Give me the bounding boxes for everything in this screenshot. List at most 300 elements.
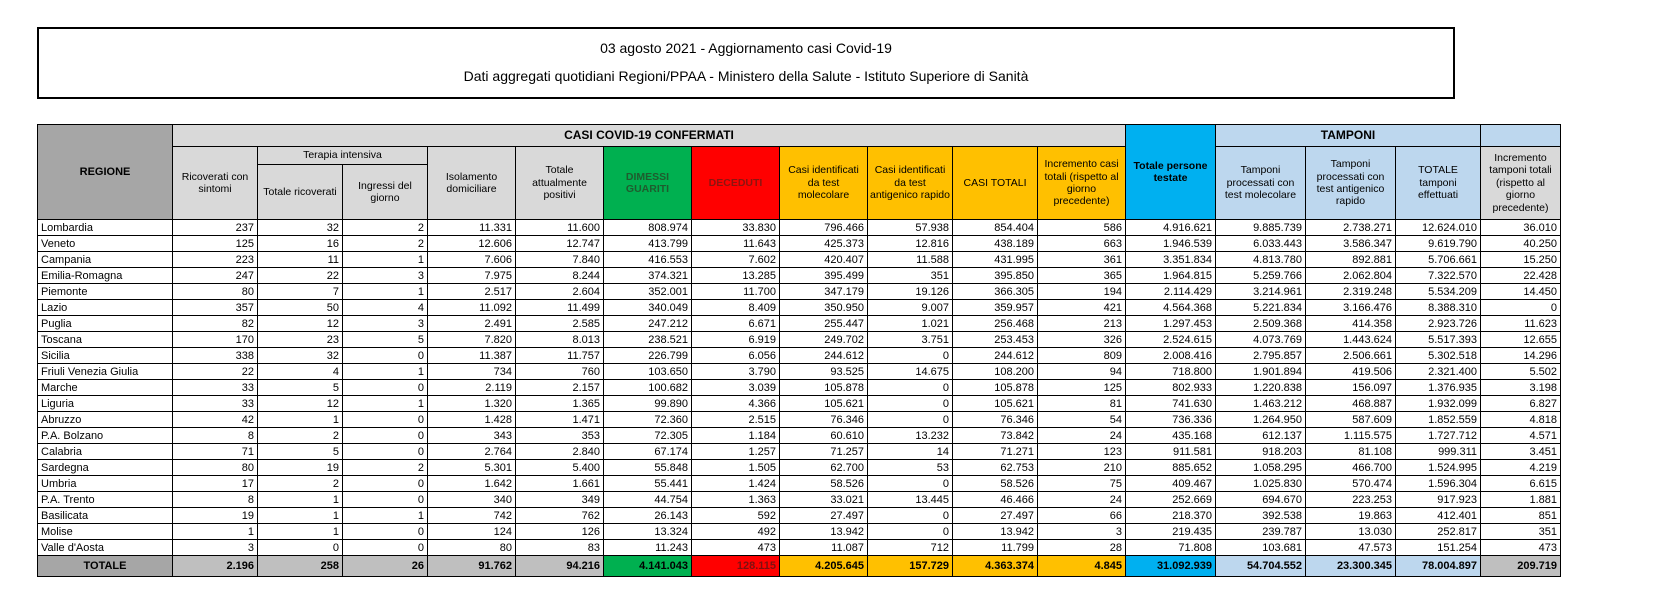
value-cell: 2	[343, 220, 428, 236]
value-cell: 2	[343, 460, 428, 476]
value-cell: 0	[258, 540, 343, 556]
value-cell: 5	[258, 380, 343, 396]
value-cell: 256.468	[953, 316, 1038, 332]
value-cell: 4.073.769	[1216, 332, 1306, 348]
value-cell: 2	[343, 236, 428, 252]
value-cell: 226.799	[604, 348, 692, 364]
value-cell: 54.704.552	[1216, 556, 1306, 577]
value-cell: 55.848	[604, 460, 692, 476]
value-cell: 5	[343, 332, 428, 348]
value-cell: 81	[1038, 396, 1126, 412]
value-cell: 592	[692, 508, 780, 524]
value-cell: 2.319.248	[1306, 284, 1396, 300]
value-cell: 105.878	[780, 380, 868, 396]
value-cell: 23	[258, 332, 343, 348]
table-row	[38, 252, 1561, 268]
value-cell: 33.021	[780, 492, 868, 508]
value-cell: 11.799	[953, 540, 1038, 556]
value-cell: 0	[343, 476, 428, 492]
value-cell: 1.727.712	[1396, 428, 1481, 444]
value-cell: 50	[258, 300, 343, 316]
value-cell: 11.243	[604, 540, 692, 556]
header-incremento-tamponi-totali: Incremento tamponi totali (rispetto al giorno precedente)	[1481, 147, 1561, 220]
value-cell: 71.808	[1126, 540, 1216, 556]
value-cell: 8.388.310	[1396, 300, 1481, 316]
value-cell: 612.137	[1216, 428, 1306, 444]
value-cell: 1.932.099	[1396, 396, 1481, 412]
region-cell: Campania	[38, 252, 173, 268]
header-regione: REGIONE	[38, 125, 173, 220]
value-cell: 359.957	[953, 300, 1038, 316]
value-cell: 338	[173, 348, 258, 364]
table-row	[38, 364, 1561, 380]
header-spacer-cell	[1481, 125, 1561, 147]
value-cell: 8.013	[516, 332, 604, 348]
value-cell: 352.001	[604, 284, 692, 300]
table-row	[38, 428, 1561, 444]
value-cell: 1	[258, 508, 343, 524]
value-cell: 1.852.559	[1396, 412, 1481, 428]
header-incremento-casi-totali: Incremento casi totali (rispetto al giorno precedente)	[1038, 147, 1126, 220]
value-cell: 802.933	[1126, 380, 1216, 396]
table-row	[38, 444, 1561, 460]
value-cell: 361	[1038, 252, 1126, 268]
value-cell: 492	[692, 524, 780, 540]
value-cell: 854.404	[953, 220, 1038, 236]
value-cell: 7.602	[692, 252, 780, 268]
value-cell: 2.509.368	[1216, 316, 1306, 332]
value-cell: 170	[173, 332, 258, 348]
value-cell: 0	[343, 412, 428, 428]
value-cell: 237	[173, 220, 258, 236]
value-cell: 244.612	[953, 348, 1038, 364]
title-box	[37, 27, 1455, 99]
value-cell: 32	[258, 220, 343, 236]
value-cell: 351	[868, 268, 953, 284]
value-cell: 0	[868, 524, 953, 540]
value-cell: 7.322.570	[1396, 268, 1481, 284]
value-cell: 194	[1038, 284, 1126, 300]
value-cell: 67.174	[604, 444, 692, 460]
value-cell: 11.588	[868, 252, 953, 268]
value-cell: 103.650	[604, 364, 692, 380]
value-cell: 14.450	[1481, 284, 1561, 300]
value-cell: 76.346	[953, 412, 1038, 428]
value-cell: 72.305	[604, 428, 692, 444]
value-cell: 252.817	[1396, 524, 1481, 540]
value-cell: 4.366	[692, 396, 780, 412]
value-cell: 2.923.726	[1396, 316, 1481, 332]
value-cell: 570.474	[1306, 476, 1396, 492]
value-cell: 14.296	[1481, 348, 1561, 364]
value-cell: 1	[258, 492, 343, 508]
header-casi-totali: CASI TOTALI	[953, 147, 1038, 220]
value-cell: 1	[258, 412, 343, 428]
header-tamponi-antigenico: Tamponi processati con test antigenico rapido	[1306, 147, 1396, 220]
value-cell: 6.671	[692, 316, 780, 332]
value-cell: 1	[343, 252, 428, 268]
value-cell: 3.790	[692, 364, 780, 380]
value-cell: 1.025.830	[1216, 476, 1306, 492]
value-cell: 128.115	[692, 556, 780, 577]
value-cell: 3.351.834	[1126, 252, 1216, 268]
value-cell: 1.021	[868, 316, 953, 332]
value-cell: 0	[343, 348, 428, 364]
value-cell: 438.189	[953, 236, 1038, 252]
value-cell: 1.661	[516, 476, 604, 492]
value-cell: 72.360	[604, 412, 692, 428]
table-row	[38, 316, 1561, 332]
value-cell: 3	[1038, 524, 1126, 540]
value-cell: 6.827	[1481, 396, 1561, 412]
value-cell: 13.942	[780, 524, 868, 540]
value-cell: 734	[428, 364, 516, 380]
value-cell: 2.119	[428, 380, 516, 396]
value-cell: 24	[1038, 428, 1126, 444]
value-cell: 7.975	[428, 268, 516, 284]
value-cell: 13.942	[953, 524, 1038, 540]
value-cell: 1.505	[692, 460, 780, 476]
covid-table	[37, 124, 1561, 577]
value-cell: 1.320	[428, 396, 516, 412]
value-cell: 435.168	[1126, 428, 1216, 444]
table-row	[38, 268, 1561, 284]
value-cell: 587.609	[1306, 412, 1396, 428]
header-terapia-intensiva: Terapia intensiva	[258, 147, 428, 165]
value-cell: 2.764	[428, 444, 516, 460]
value-cell: 27.497	[953, 508, 1038, 524]
value-cell: 918.203	[1216, 444, 1306, 460]
table-row	[38, 524, 1561, 540]
value-cell: 7.840	[516, 252, 604, 268]
value-cell: 32	[258, 348, 343, 364]
value-cell: 6.033.443	[1216, 236, 1306, 252]
value-cell: 47.573	[1306, 540, 1396, 556]
value-cell: 9.885.739	[1216, 220, 1306, 236]
value-cell: 4.818	[1481, 412, 1561, 428]
value-cell: 13.445	[868, 492, 953, 508]
region-cell: Emilia-Romagna	[38, 268, 173, 284]
region-cell: Umbria	[38, 476, 173, 492]
value-cell: 0	[343, 380, 428, 396]
region-cell: Lazio	[38, 300, 173, 316]
value-cell: 4.564.368	[1126, 300, 1216, 316]
value-cell: 4.363.374	[953, 556, 1038, 577]
value-cell: 57.938	[868, 220, 953, 236]
value-cell: 19	[173, 508, 258, 524]
table-row	[38, 220, 1561, 236]
value-cell: 851	[1481, 508, 1561, 524]
value-cell: 3	[173, 540, 258, 556]
value-cell: 5.517.393	[1396, 332, 1481, 348]
header-dimessi-guariti: DIMESSI GUARITI	[604, 147, 692, 220]
value-cell: 105.878	[953, 380, 1038, 396]
value-cell: 16	[258, 236, 343, 252]
value-cell: 3.214.961	[1216, 284, 1306, 300]
value-cell: 239.787	[1216, 524, 1306, 540]
value-cell: 1.463.212	[1216, 396, 1306, 412]
value-cell: 742	[428, 508, 516, 524]
value-cell: 1	[173, 524, 258, 540]
value-cell: 712	[868, 540, 953, 556]
value-cell: 46.466	[953, 492, 1038, 508]
region-cell: Basilicata	[38, 508, 173, 524]
value-cell: 2.062.804	[1306, 268, 1396, 284]
value-cell: 156.097	[1306, 380, 1396, 396]
value-cell: 11.643	[692, 236, 780, 252]
value-cell: 4.205.645	[780, 556, 868, 577]
value-cell: 2.585	[516, 316, 604, 332]
region-cell: Puglia	[38, 316, 173, 332]
value-cell: 62.700	[780, 460, 868, 476]
value-cell: 2.515	[692, 412, 780, 428]
value-cell: 5.502	[1481, 364, 1561, 380]
value-cell: 12	[258, 396, 343, 412]
value-cell: 8	[173, 492, 258, 508]
value-cell: 663	[1038, 236, 1126, 252]
value-cell: 82	[173, 316, 258, 332]
value-cell: 80	[173, 284, 258, 300]
value-cell: 13.030	[1306, 524, 1396, 540]
region-cell: Veneto	[38, 236, 173, 252]
report-title: 03 agosto 2021 - Aggiornamento casi Covid-19	[600, 40, 892, 56]
value-cell: 11.087	[780, 540, 868, 556]
value-cell: 209.719	[1481, 556, 1561, 577]
value-cell: 1.443.624	[1306, 332, 1396, 348]
value-cell: 54	[1038, 412, 1126, 428]
table-row	[38, 332, 1561, 348]
value-cell: 0	[868, 396, 953, 412]
value-cell: 71.257	[780, 444, 868, 460]
value-cell: 1.264.950	[1216, 412, 1306, 428]
value-cell: 1	[343, 396, 428, 412]
value-cell: 252.669	[1126, 492, 1216, 508]
value-cell: 349	[516, 492, 604, 508]
value-cell: 55.441	[604, 476, 692, 492]
value-cell: 2.157	[516, 380, 604, 396]
value-cell: 1.524.995	[1396, 460, 1481, 476]
value-cell: 5.301	[428, 460, 516, 476]
value-cell: 4	[258, 364, 343, 380]
value-cell: 5.400	[516, 460, 604, 476]
value-cell: 3	[343, 316, 428, 332]
value-cell: 2.795.857	[1216, 348, 1306, 364]
value-cell: 347.179	[780, 284, 868, 300]
table-header	[38, 125, 1561, 220]
value-cell: 94.216	[516, 556, 604, 577]
value-cell: 40.250	[1481, 236, 1561, 252]
header-casi-test-molecolare: Casi identificati da test molecolare	[780, 147, 868, 220]
table-row	[38, 396, 1561, 412]
value-cell: 249.702	[780, 332, 868, 348]
table-row	[38, 236, 1561, 252]
value-cell: 808.974	[604, 220, 692, 236]
value-cell: 13.324	[604, 524, 692, 540]
value-cell: 11.387	[428, 348, 516, 364]
value-cell: 81.108	[1306, 444, 1396, 460]
value-cell: 75	[1038, 476, 1126, 492]
value-cell: 892.881	[1306, 252, 1396, 268]
value-cell: 76.346	[780, 412, 868, 428]
value-cell: 1.058.295	[1216, 460, 1306, 476]
value-cell: 1.964.815	[1126, 268, 1216, 284]
header-totale-persone-testate: Totale persone testate	[1126, 125, 1216, 220]
value-cell: 2	[258, 476, 343, 492]
value-cell: 0	[868, 380, 953, 396]
value-cell: 2.604	[516, 284, 604, 300]
value-cell: 71	[173, 444, 258, 460]
value-cell: 374.321	[604, 268, 692, 284]
header-totale-tamponi-effettuati: TOTALE tamponi effettuati	[1396, 147, 1481, 220]
header-tamponi-molecolare: Tamponi processati con test molecolare	[1216, 147, 1306, 220]
value-cell: 19	[258, 460, 343, 476]
region-cell: Marche	[38, 380, 173, 396]
value-cell: 466.700	[1306, 460, 1396, 476]
value-cell: 33	[173, 380, 258, 396]
value-cell: 413.799	[604, 236, 692, 252]
value-cell: 2.196	[173, 556, 258, 577]
value-cell: 12.816	[868, 236, 953, 252]
value-cell: 5.534.209	[1396, 284, 1481, 300]
value-cell: 62.753	[953, 460, 1038, 476]
value-cell: 13.285	[692, 268, 780, 284]
value-cell: 421	[1038, 300, 1126, 316]
header-ricoverati-con-sintomi: Ricoverati con sintomi	[173, 147, 258, 220]
value-cell: 1.257	[692, 444, 780, 460]
value-cell: 409.467	[1126, 476, 1216, 492]
value-cell: 357	[173, 300, 258, 316]
value-cell: 350.950	[780, 300, 868, 316]
value-cell: 11.700	[692, 284, 780, 300]
value-cell: 340.049	[604, 300, 692, 316]
value-cell: 414.358	[1306, 316, 1396, 332]
table-row	[38, 476, 1561, 492]
value-cell: 24	[1038, 492, 1126, 508]
value-cell: 7.606	[428, 252, 516, 268]
value-cell: 1.946.539	[1126, 236, 1216, 252]
value-cell: 255.447	[780, 316, 868, 332]
value-cell: 19.126	[868, 284, 953, 300]
value-cell: 12.747	[516, 236, 604, 252]
header-deceduti: DECEDUTI	[692, 147, 780, 220]
value-cell: 0	[343, 444, 428, 460]
value-cell: 58.526	[780, 476, 868, 492]
value-cell: 44.754	[604, 492, 692, 508]
value-cell: 80	[173, 460, 258, 476]
value-cell: 420.407	[780, 252, 868, 268]
value-cell: 253.453	[953, 332, 1038, 348]
value-cell: 53	[868, 460, 953, 476]
value-cell: 125	[173, 236, 258, 252]
value-cell: 126	[516, 524, 604, 540]
value-cell: 22	[258, 268, 343, 284]
value-cell: 91.762	[428, 556, 516, 577]
value-cell: 58.526	[953, 476, 1038, 492]
value-cell: 2.114.429	[1126, 284, 1216, 300]
value-cell: 694.670	[1216, 492, 1306, 508]
value-cell: 19.863	[1306, 508, 1396, 524]
total-label: TOTALE	[38, 556, 173, 577]
value-cell: 5.302.518	[1396, 348, 1481, 364]
value-cell: 2.008.416	[1126, 348, 1216, 364]
value-cell: 223	[173, 252, 258, 268]
value-cell: 395.499	[780, 268, 868, 284]
region-cell: Molise	[38, 524, 173, 540]
table-row	[38, 284, 1561, 300]
value-cell: 4.219	[1481, 460, 1561, 476]
value-cell: 0	[1481, 300, 1561, 316]
value-cell: 343	[428, 428, 516, 444]
value-cell: 395.850	[953, 268, 1038, 284]
value-cell: 2.506.661	[1306, 348, 1396, 364]
value-cell: 351	[1481, 524, 1561, 540]
value-cell: 999.311	[1396, 444, 1481, 460]
value-cell: 238.521	[604, 332, 692, 348]
value-cell: 1.901.894	[1216, 364, 1306, 380]
value-cell: 473	[1481, 540, 1561, 556]
region-cell: Piemonte	[38, 284, 173, 300]
value-cell: 99.890	[604, 396, 692, 412]
value-cell: 2.840	[516, 444, 604, 460]
region-cell: Lombardia	[38, 220, 173, 236]
value-cell: 258	[258, 556, 343, 577]
value-cell: 124	[428, 524, 516, 540]
value-cell: 11.092	[428, 300, 516, 316]
region-cell: Toscana	[38, 332, 173, 348]
value-cell: 33.830	[692, 220, 780, 236]
value-cell: 1.220.838	[1216, 380, 1306, 396]
value-cell: 66	[1038, 508, 1126, 524]
value-cell: 1.376.935	[1396, 380, 1481, 396]
value-cell: 4.141.043	[604, 556, 692, 577]
header-casi-test-antigenico: Casi identificati da test antigenico rapido	[868, 147, 953, 220]
value-cell: 26	[343, 556, 428, 577]
value-cell: 100.682	[604, 380, 692, 396]
value-cell: 12.624.010	[1396, 220, 1481, 236]
value-cell: 1.471	[516, 412, 604, 428]
value-cell: 11.623	[1481, 316, 1561, 332]
header-casi-covid-confermati: CASI COVID-19 CONFERMATI	[173, 125, 1126, 147]
value-cell: 586	[1038, 220, 1126, 236]
value-cell: 123	[1038, 444, 1126, 460]
value-cell: 213	[1038, 316, 1126, 332]
value-cell: 468.887	[1306, 396, 1396, 412]
value-cell: 1.365	[516, 396, 604, 412]
value-cell: 28	[1038, 540, 1126, 556]
value-cell: 917.923	[1396, 492, 1481, 508]
value-cell: 105.621	[780, 396, 868, 412]
header-isolamento-domiciliare: Isolamento domiciliare	[428, 147, 516, 220]
header-ingressi-del-giorno: Ingressi del giorno	[343, 165, 428, 220]
value-cell: 1.115.575	[1306, 428, 1396, 444]
header-totale-ricoverati: Totale ricoverati	[258, 165, 343, 220]
value-cell: 3.039	[692, 380, 780, 396]
value-cell: 1.297.453	[1126, 316, 1216, 332]
value-cell: 247	[173, 268, 258, 284]
value-cell: 1.363	[692, 492, 780, 508]
value-cell: 1.184	[692, 428, 780, 444]
value-cell: 14	[868, 444, 953, 460]
value-cell: 4	[343, 300, 428, 316]
value-cell: 4.845	[1038, 556, 1126, 577]
value-cell: 11.600	[516, 220, 604, 236]
value-cell: 11.331	[428, 220, 516, 236]
value-cell: 60.610	[780, 428, 868, 444]
value-cell: 218.370	[1126, 508, 1216, 524]
value-cell: 760	[516, 364, 604, 380]
table-row	[38, 492, 1561, 508]
value-cell: 431.995	[953, 252, 1038, 268]
